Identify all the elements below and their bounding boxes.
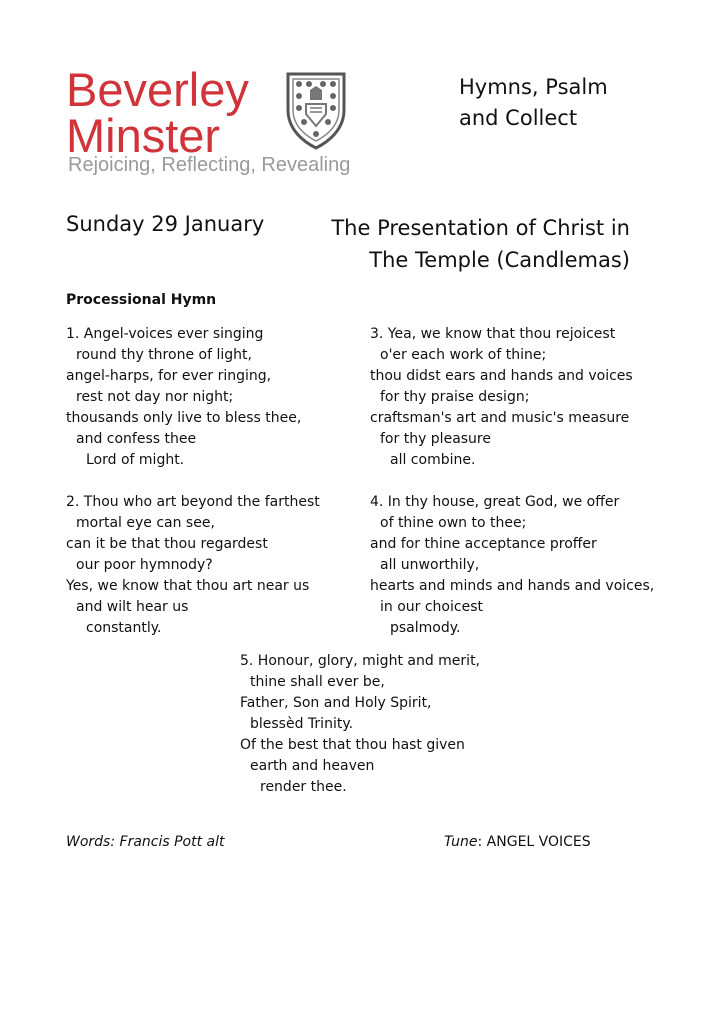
verse-line: for thy praise design; bbox=[380, 389, 530, 405]
words-credit: Words: Francis Pott alt bbox=[66, 834, 225, 850]
verse-line: thou didst ears and hands and voices bbox=[370, 368, 633, 384]
verse-line: 2. Thou who art beyond the farthest bbox=[66, 494, 320, 510]
verse-line: 3. Yea, we know that thou rejoicest bbox=[370, 326, 616, 342]
logo-word-minster: Minster bbox=[66, 109, 221, 162]
verse-line: thine shall ever be, bbox=[250, 674, 385, 690]
verse-line: our poor hymnody? bbox=[76, 557, 213, 573]
beverley-minster-logo bbox=[66, 62, 356, 187]
hymn-verse-4 bbox=[370, 492, 654, 639]
verse-line: angel-harps, for ever ringing, bbox=[66, 368, 272, 384]
verse-line: can it be that thou regardest bbox=[66, 536, 268, 552]
logo-word-beverley: Beverley bbox=[66, 63, 249, 116]
verse-line: Yes, we know that thou art near us bbox=[66, 578, 310, 594]
tune-label: Tune bbox=[444, 834, 478, 850]
verse-line: for thy pleasure bbox=[380, 431, 491, 447]
verse-line: hearts and minds and hands and voices, bbox=[370, 578, 655, 594]
verse-line: constantly. bbox=[86, 620, 162, 636]
verse-line: and wilt hear us bbox=[76, 599, 189, 615]
verse-line: 1. Angel-voices ever singing bbox=[66, 326, 264, 342]
verse-line: 4. In thy house, great God, we offer bbox=[370, 494, 620, 510]
document-title-line-2: and Collect bbox=[459, 106, 578, 130]
verse-line: rest not day nor night; bbox=[76, 389, 234, 405]
service-date: Sunday 29 January bbox=[66, 212, 265, 236]
verse-line: thousands only live to bless thee, bbox=[66, 410, 302, 426]
verse-line: all combine. bbox=[390, 452, 476, 468]
verse-line: mortal eye can see, bbox=[76, 515, 215, 531]
verse-line: blessèd Trinity. bbox=[250, 716, 354, 732]
hymn-verse-5 bbox=[240, 651, 480, 798]
section-heading: Processional Hymn bbox=[66, 292, 217, 308]
hymn-verse-2 bbox=[66, 492, 320, 639]
verse-line: render thee. bbox=[260, 779, 347, 795]
logo-tagline: Rejoicing, Reflecting, Revealing bbox=[68, 154, 351, 176]
verse-line: psalmody. bbox=[390, 620, 461, 636]
verse-line: and for thine acceptance proffer bbox=[370, 536, 597, 552]
crest-shield-icon bbox=[284, 70, 348, 150]
verse-line: in our choicest bbox=[380, 599, 483, 615]
verse-line: all unworthily, bbox=[380, 557, 480, 573]
verse-line: o'er each work of thine; bbox=[380, 347, 547, 363]
verse-line: and confess thee bbox=[76, 431, 197, 447]
tune-credit bbox=[444, 834, 591, 850]
feast-title-line-2: The Temple (Candlemas) bbox=[369, 248, 630, 272]
hymn-verse-1 bbox=[66, 324, 301, 471]
verse-line: round thy throne of light, bbox=[76, 347, 252, 363]
verse-line: craftsman's art and music's measure bbox=[370, 410, 630, 426]
verse-line: Of the best that thou hast given bbox=[240, 737, 465, 753]
verse-line: earth and heaven bbox=[250, 758, 375, 774]
document-title-line-1: Hymns, Psalm bbox=[459, 75, 608, 99]
verse-line: 5. Honour, glory, might and merit, bbox=[240, 653, 481, 669]
feast-title bbox=[331, 212, 630, 276]
hymn-verse-3 bbox=[370, 324, 633, 471]
verse-line: Lord of might. bbox=[86, 452, 185, 468]
verse-line: of thine own to thee; bbox=[380, 515, 527, 531]
document-title bbox=[459, 72, 608, 134]
verse-line: Father, Son and Holy Spirit, bbox=[240, 695, 432, 711]
tune-name: : ANGEL VOICES bbox=[477, 834, 591, 850]
feast-title-line-1: The Presentation of Christ in bbox=[331, 216, 630, 240]
